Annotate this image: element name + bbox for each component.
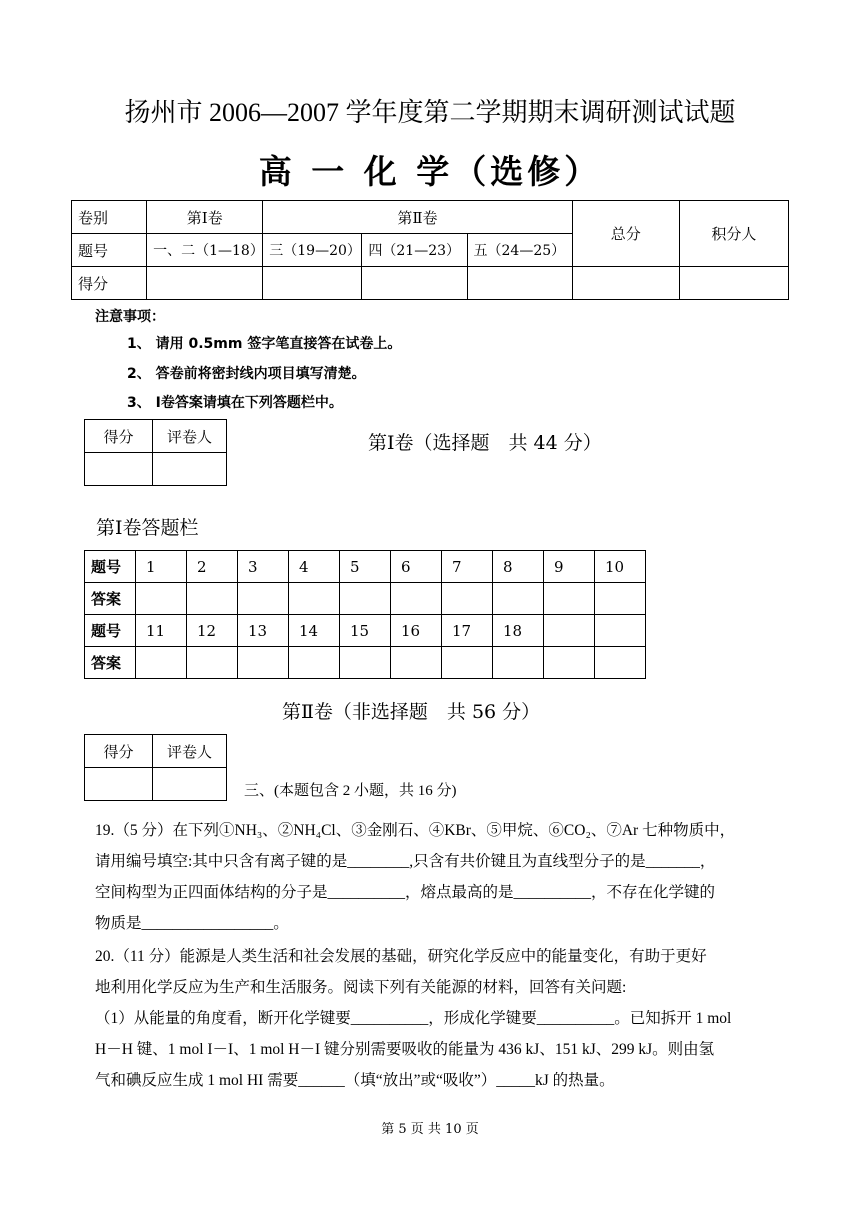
question-number: 14 (289, 615, 340, 647)
section2-title: 第Ⅱ卷（非选择题 共 56 分） (282, 701, 541, 723)
answer-cell[interactable] (289, 583, 340, 615)
answer-cell[interactable] (340, 647, 391, 679)
answer-cell[interactable] (595, 647, 646, 679)
question-line: 物质是_________________。 (95, 915, 289, 932)
row-label-score: 得分 (72, 267, 147, 300)
answer-cell[interactable] (493, 583, 544, 615)
answer-cell[interactable] (238, 583, 289, 615)
notes-heading: 注意事项： (95, 309, 165, 325)
answer-label: 答案 (85, 583, 136, 615)
score-cell[interactable] (467, 267, 572, 300)
question-line: 20.（11 分）能源是人类生活和社会发展的基础，研究化学反应中的能量变化，有助于更好 (95, 948, 707, 965)
question-number (544, 615, 595, 647)
answer-cell[interactable] (340, 583, 391, 615)
question-number: 3 (238, 551, 289, 583)
grade-box-score-label: 得分 (85, 735, 153, 768)
answer-cell[interactable] (391, 583, 442, 615)
answer-cell[interactable] (544, 583, 595, 615)
grade-box-reviewer-label: 评卷人 (153, 735, 227, 768)
grade-box (84, 419, 227, 486)
q-range-2: 三（19—20） (263, 234, 362, 267)
question-number: 8 (493, 551, 544, 583)
question-label: 题号 (85, 551, 136, 583)
grade-box-score-cell[interactable] (85, 453, 153, 486)
scorer-header: 积分人 (679, 201, 788, 267)
part2-header: 第Ⅱ卷 (263, 201, 572, 234)
score-cell[interactable] (263, 267, 362, 300)
q-range-4: 五（24—25） (467, 234, 572, 267)
question-number: 4 (289, 551, 340, 583)
page-footer: 第 5 页 共 10 页 (381, 1122, 479, 1137)
question-number: 17 (442, 615, 493, 647)
answer-label: 答案 (85, 647, 136, 679)
answer-cell[interactable] (493, 647, 544, 679)
grade-box-reviewer-label: 评卷人 (153, 420, 227, 453)
answer-cell[interactable] (136, 583, 187, 615)
question-number: 16 (391, 615, 442, 647)
grade-box-reviewer-cell[interactable] (153, 768, 227, 801)
note-item: 3、 Ⅰ卷答案请填在下列答题栏中。 (127, 395, 343, 411)
question-number: 18 (493, 615, 544, 647)
question-number: 10 (595, 551, 646, 583)
question-number: 6 (391, 551, 442, 583)
question-number: 15 (340, 615, 391, 647)
question-number: 5 (340, 551, 391, 583)
grade-box-score-label: 得分 (85, 420, 153, 453)
score-cell[interactable] (572, 267, 679, 300)
answer-cell[interactable] (238, 647, 289, 679)
question-19 (95, 815, 775, 939)
exam-title: 扬州市 2006—2007 学年度第二学期期末调研测试试题 (124, 98, 736, 127)
section1-title: 第Ⅰ卷（选择题 共 44 分） (368, 432, 602, 454)
question-line: 地利用化学反应为生产和生活服务。阅读下列有关能源的材料，回答有关问题: (95, 979, 627, 996)
answer-cell[interactable] (289, 647, 340, 679)
note-item: 2、 答卷前将密封线内项目填写清楚。 (127, 366, 366, 382)
score-cell[interactable] (147, 267, 263, 300)
question-line: 请用编号填空:其中只含有离子键的是________,只含有共价键且为直线型分子的是_______， (95, 853, 716, 870)
answer-cell[interactable] (442, 647, 493, 679)
question-line: 空间构型为正四面体结构的分子是__________，熔点最高的是__________，不存在化学键的 (95, 884, 716, 901)
part3-title: 三、(本题包含 2 小题，共 16 分) (244, 783, 457, 799)
question-line: 气和碘反应生成 1 mol HI 需要______（填“放出”或“吸收”）_____kJ 的热量。 (95, 1072, 615, 1089)
question-number: 7 (442, 551, 493, 583)
question-label: 题号 (85, 615, 136, 647)
answer-bar-title: 第Ⅰ卷答题栏 (96, 517, 199, 539)
answer-cell[interactable] (544, 647, 595, 679)
question-line: 19.（5 分）在下列①NH₃、②NH₄Cl、③金刚石、④KBr、⑤甲烷、⑥CO₂、⑦Ar 七种物质中， (95, 822, 736, 839)
question-line: H－H 键、1 mol I－I、1 mol H－I 键分别需要吸收的能量为 436 kJ、151 kJ、299 kJ。则由氢 (95, 1041, 715, 1058)
question-number: 2 (187, 551, 238, 583)
row-label-question: 题号 (72, 234, 147, 267)
question-line: （1）从能量的角度看，断开化学键要__________，形成化学键要__________。已知拆开 1 mol (95, 1010, 732, 1027)
answer-cell[interactable] (187, 583, 238, 615)
answer-grid (84, 550, 646, 679)
answer-cell[interactable] (391, 647, 442, 679)
answer-cell[interactable] (136, 647, 187, 679)
q-range-1: 一、二（1—18） (147, 234, 263, 267)
part1-header: 第Ⅰ卷 (147, 201, 263, 234)
question-number: 1 (136, 551, 187, 583)
question-number: 13 (238, 615, 289, 647)
grade-box (84, 734, 227, 801)
score-summary-table (71, 200, 789, 300)
answer-cell[interactable] (442, 583, 493, 615)
question-number: 11 (136, 615, 187, 647)
score-cell[interactable] (362, 267, 467, 300)
grade-box-score-cell[interactable] (85, 768, 153, 801)
question-20 (95, 941, 775, 1096)
question-number: 12 (187, 615, 238, 647)
answer-cell[interactable] (187, 647, 238, 679)
score-cell[interactable] (679, 267, 788, 300)
note-item: 1、 请用 0.5mm 签字笔直接答在试卷上。 (127, 336, 402, 352)
row-label-volume: 卷别 (72, 201, 147, 234)
exam-subtitle: 高 一 化 学（选修） (258, 152, 602, 191)
total-header: 总分 (572, 201, 679, 267)
answer-cell[interactable] (595, 583, 646, 615)
q-range-3: 四（21—23） (362, 234, 467, 267)
question-number: 9 (544, 551, 595, 583)
question-number (595, 615, 646, 647)
grade-box-reviewer-cell[interactable] (153, 453, 227, 486)
